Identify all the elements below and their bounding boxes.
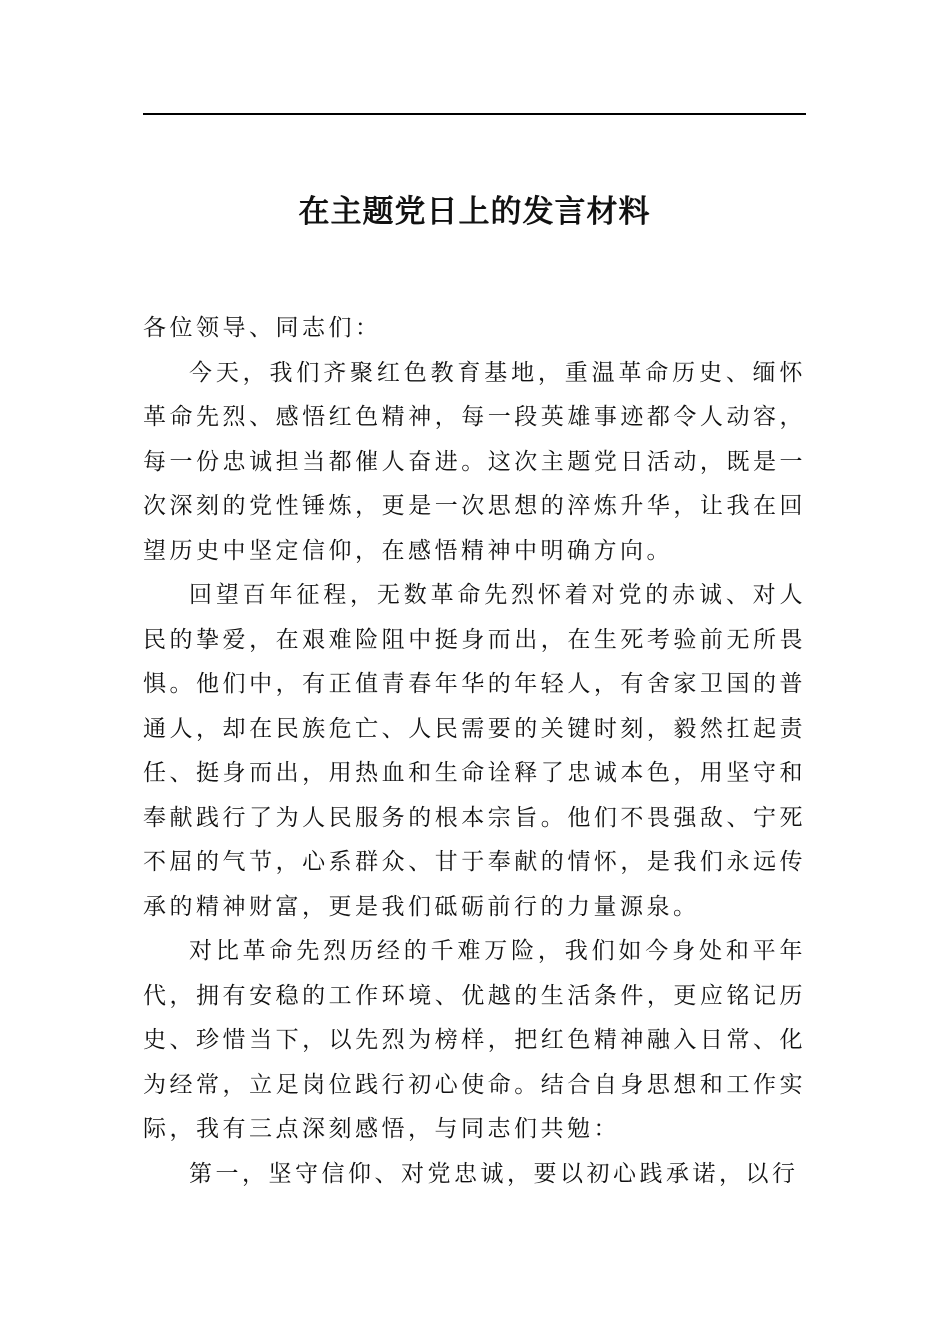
paragraph: 回望百年征程，无数革命先烈怀着对党的赤诚、对人民的挚爱，在艰难险阻中挺身而出，在生死考验前无所畏惧。他们中，有正值青春年华的年轻人，有舍家卫国的普通人，却在民族危亡、人民需要的关键时刻，毅然扛起责任、挺身而出，用热血和生命诠释了忠诚本色，用坚守和奉献践行了为人民服务的根本宗旨。他们不畏强敌、宁死不屈的气节，心系群众、甘于奉献的情怀，是我们永远传承的精神财富，更是我们砥砺前行的力量源泉。: [143, 582, 806, 920]
paragraph: 第一，坚守信仰、对党忠诚，要以初心践承诺，以行: [189, 1160, 799, 1187]
document-body: [143, 306, 806, 1196]
paragraph: 今天，我们齐聚红色教育基地，重温革命历史、缅怀革命先烈、感悟红色精神，每一段英雄事迹都令人动容，每一份忠诚担当都催人奋进。这次主题党日活动，既是一次深刻的党性锤炼，更是一次思想的淬炼升华，让我在回望历史中坚定信仰，在感悟精神中明确方向。: [143, 359, 806, 564]
paragraph: 对比革命先烈历经的千难万险，我们如今身处和平年代，拥有安稳的工作环境、优越的生活条件，更应铭记历史、珍惜当下，以先烈为榜样，把红色精神融入日常、化为经常，立足岗位践行初心使命。结合自身思想和工作实际，我有三点深刻感悟，与同志们共勉：: [143, 938, 806, 1142]
header-rule: [143, 113, 806, 115]
document-title: 在主题党日上的发言材料: [298, 194, 651, 230]
salutation: 各位领导、同志们：: [143, 315, 382, 341]
